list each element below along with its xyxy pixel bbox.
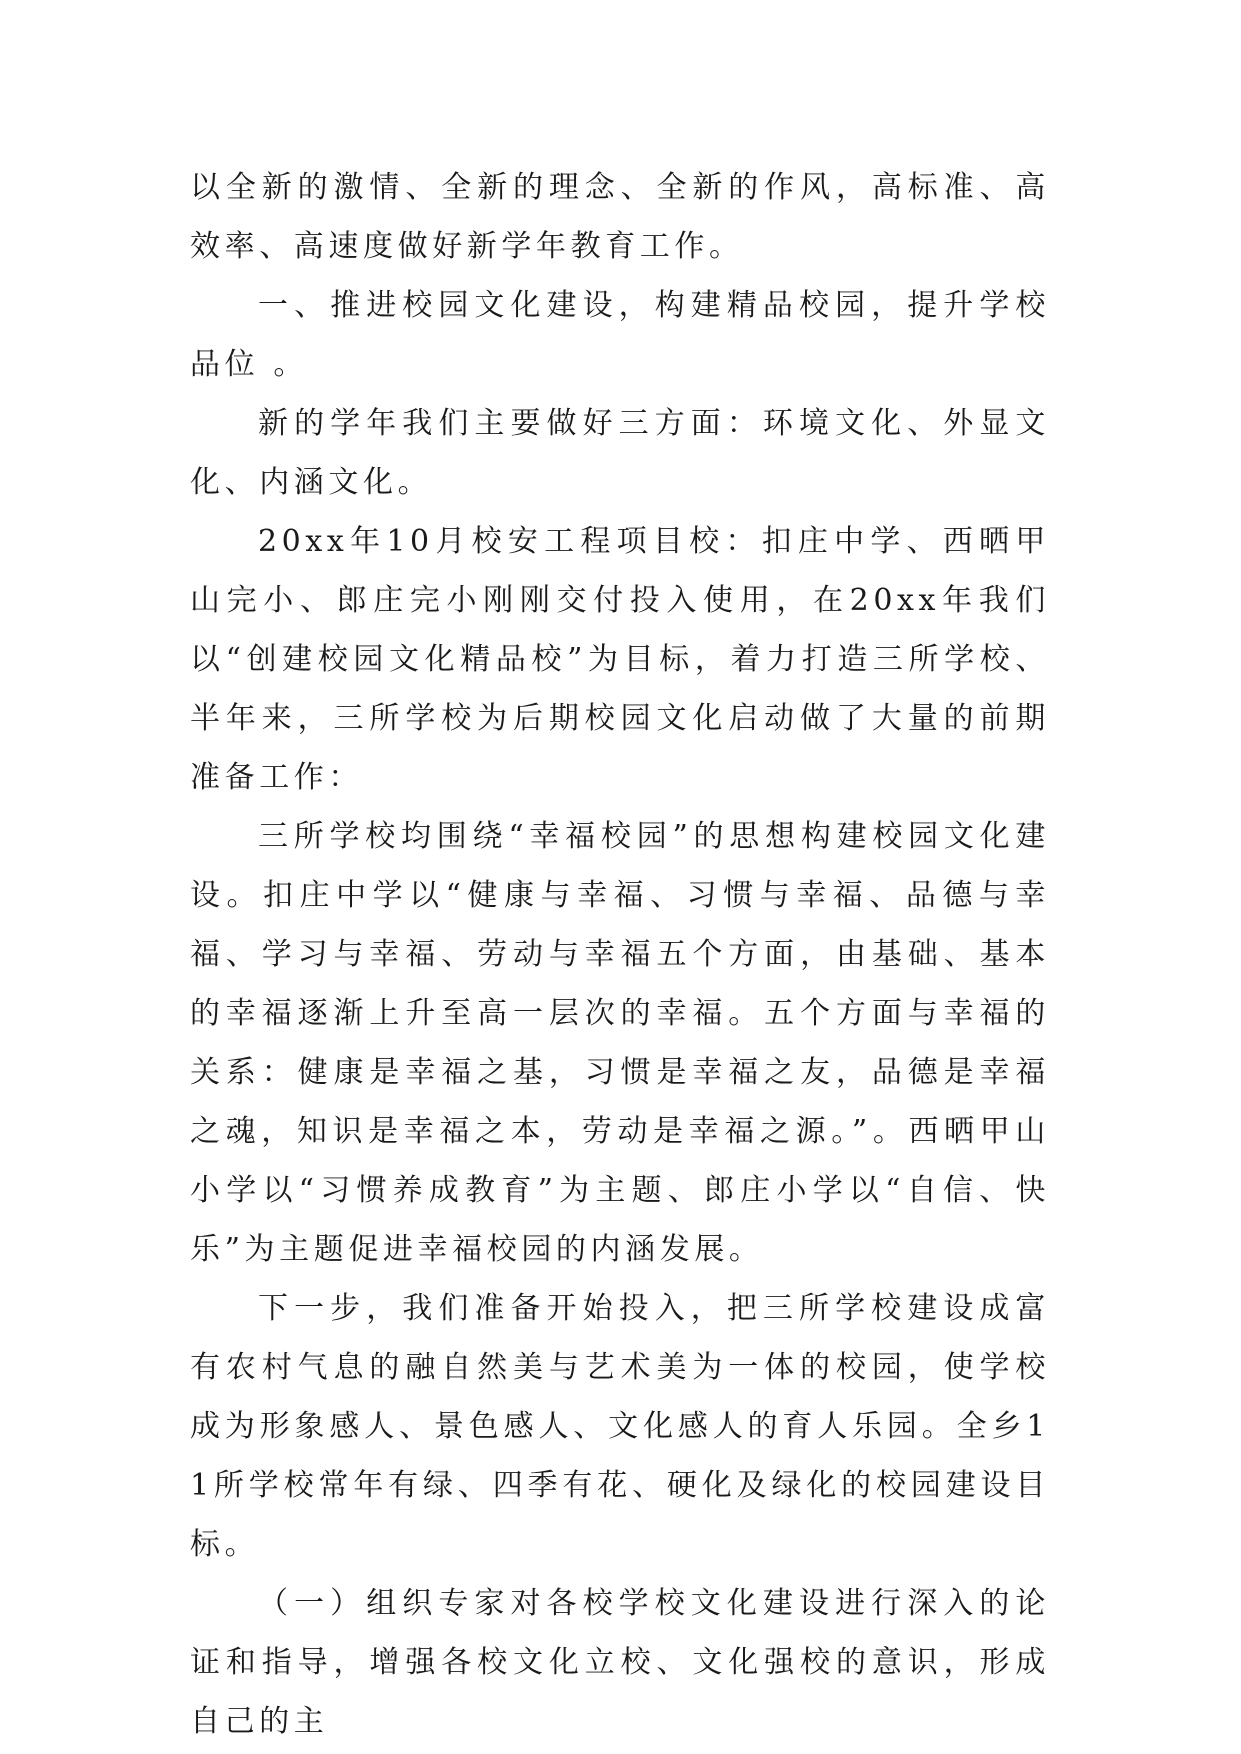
paragraph-project-schools: 20xx年10月校安工程项目校：扣庄中学、西晒甲山完小、郎庄完小刚刚交付投入使用，在20xx年我们以“创建校园文化精品校”为目标，着力打造三所学校、半年来，三所学校为后期校园文化启动做了大量的前期准备工作： (190, 524, 1050, 795)
section-heading-1: 一、推进校园文化建设，构建精品校园，提升学校品位 。 (190, 288, 1050, 382)
subsection-1: （一）组织专家对各校学校文化建设进行深入的论证和指导，增强各校文化立校、文化强校的意识，形成自己的主 (190, 1586, 1050, 1739)
paragraph-next-step: 下一步，我们准备开始投入，把三所学校建设成富有农村气息的融自然美与艺术美为一体的校园，使学校成为形象感人、景色感人、文化感人的育人乐园。全乡11所学校常年有绿、四季有花、硬化及绿化的校园建设目标。 (190, 1291, 1050, 1562)
document-body (190, 158, 1050, 1751)
paragraph-intro: 以全新的激情、全新的理念、全新的作风，高标准、高效率、高速度做好新学年教育工作。 (190, 170, 1050, 264)
paragraph-happy-campus: 三所学校均围绕“幸福校园”的思想构建校园文化建设。扣庄中学以“健康与幸福、习惯与幸福、品德与幸福、学习与幸福、劳动与幸福五个方面，由基础、基本的幸福逐渐上升至高一层次的幸福。五个方面与幸福的关系：健康是幸福之基，习惯是幸福之友，品德是幸福之魂，知识是幸福之本，劳动是幸福之源。”。西晒甲山小学以“习惯养成教育”为主题、郎庄小学以“自信、快乐”为主题促进幸福校园的内涵发展。 (190, 819, 1050, 1267)
paragraph-three-aspects: 新的学年我们主要做好三方面：环境文化、外显文化、内涵文化。 (190, 406, 1050, 500)
